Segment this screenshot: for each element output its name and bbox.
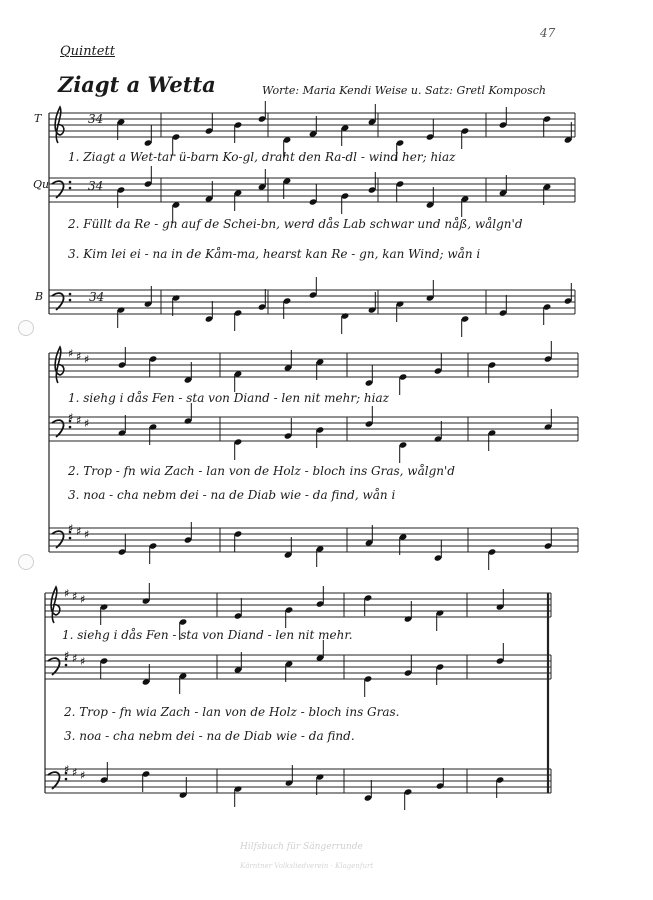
quartet-staff-3-clef-dot	[65, 664, 68, 667]
quartet-staff-3-sharp: ♯	[72, 652, 78, 665]
quartet-staff-2-sharp: ♯	[76, 414, 82, 427]
time-signature-bass: 34	[89, 290, 105, 304]
system1-verse1: 1. Ziagt a Wet-tar ü-barn Ko-gl, draht den Ra-dl - wind her; hiaz	[68, 150, 456, 164]
tenor-staff-2-sharp: ♯	[68, 347, 74, 360]
bass-staff-3-sharp: ♯	[64, 763, 70, 776]
quartet-staff-2-sharp: ♯	[68, 411, 74, 424]
bass-staff-2-sharp: ♯	[76, 525, 82, 538]
bass-staff-2-sharp: ♯	[68, 522, 74, 535]
quartet-staff-2-sharp: ♯	[84, 417, 90, 430]
system2-verse2: 2. Trop - fn wia Zach - lan von de Holz - bloch ins Gras, wålgn'd	[68, 464, 455, 478]
quartet-staff-1-clef-dot	[69, 187, 72, 190]
tenor-staff-2-sharp: ♯	[84, 353, 90, 366]
credits-text: Worte: Maria Kendi Weise u. Satz: Gretl Komposch	[262, 84, 546, 97]
system2-verse3: 3. noa - cha nebm dei - na de Diab wie - da find, wån i	[68, 488, 396, 502]
voice-label-tenor: T	[34, 112, 42, 125]
quartet-staff-2-clef-dot	[69, 426, 72, 429]
stamp-line2: Kärntner Volksliedverein · Klagenfurt	[240, 862, 374, 870]
system1-verse3: 3. Kim lei ei - na in de Kåm-ma, hearst kan Re - gn, kan Wind; wån i	[68, 247, 481, 261]
page-number: 47	[540, 26, 556, 40]
system3-verse1: 1. siehg i dås Fen - sta von Diand - len nit mehr.	[62, 628, 353, 642]
voice-label-quartet: Qu	[33, 178, 50, 191]
tenor-staff-3-sharp: ♯	[64, 587, 70, 600]
quartet-staff-3-sharp: ♯	[80, 655, 86, 668]
system3-verse2: 2. Trop - fn wia Zach - lan von de Holz - bloch ins Gras.	[64, 705, 400, 719]
bass-staff-3-sharp: ♯	[72, 766, 78, 779]
system1-verse2: 2. Füllt da Re - gn auf de Schei-bn, werd dås Lab schwar und nåß, wålgn'd	[68, 217, 523, 231]
stamp-line1: Hilfsbuch für Sängerrunde	[240, 842, 363, 852]
system2-verse1: 1. siehg i dås Fen - sta von Diand - len nit mehr; hiaz	[68, 391, 389, 405]
tenor-staff-3-sharp: ♯	[80, 593, 86, 606]
system3-verse3: 3. noa - cha nebm dei - na de Diab wie - da find.	[64, 729, 355, 743]
bass-staff-2-clef-dot	[69, 537, 72, 540]
tenor-staff-3-sharp: ♯	[72, 590, 78, 603]
song-title: Ziagt a Wetta	[58, 72, 216, 97]
bass-staff-1-clef-dot	[69, 299, 72, 302]
bass-staff-3-clef-dot	[65, 778, 68, 781]
bass-staff-2-sharp: ♯	[84, 528, 90, 541]
voice-label-bass: B	[35, 290, 44, 303]
tenor-staff-2-sharp: ♯	[76, 350, 82, 363]
bass-staff-3-sharp: ♯	[80, 769, 86, 782]
time-signature-quartet: 34	[88, 179, 104, 193]
bass-staff-1-clef-dot	[69, 293, 72, 296]
quartet-staff-1-clef-dot	[69, 181, 72, 184]
time-signature-tenor: 34	[88, 112, 104, 126]
quartet-staff-3-sharp: ♯	[64, 649, 70, 662]
quintett-heading: Quintett	[60, 44, 115, 59]
